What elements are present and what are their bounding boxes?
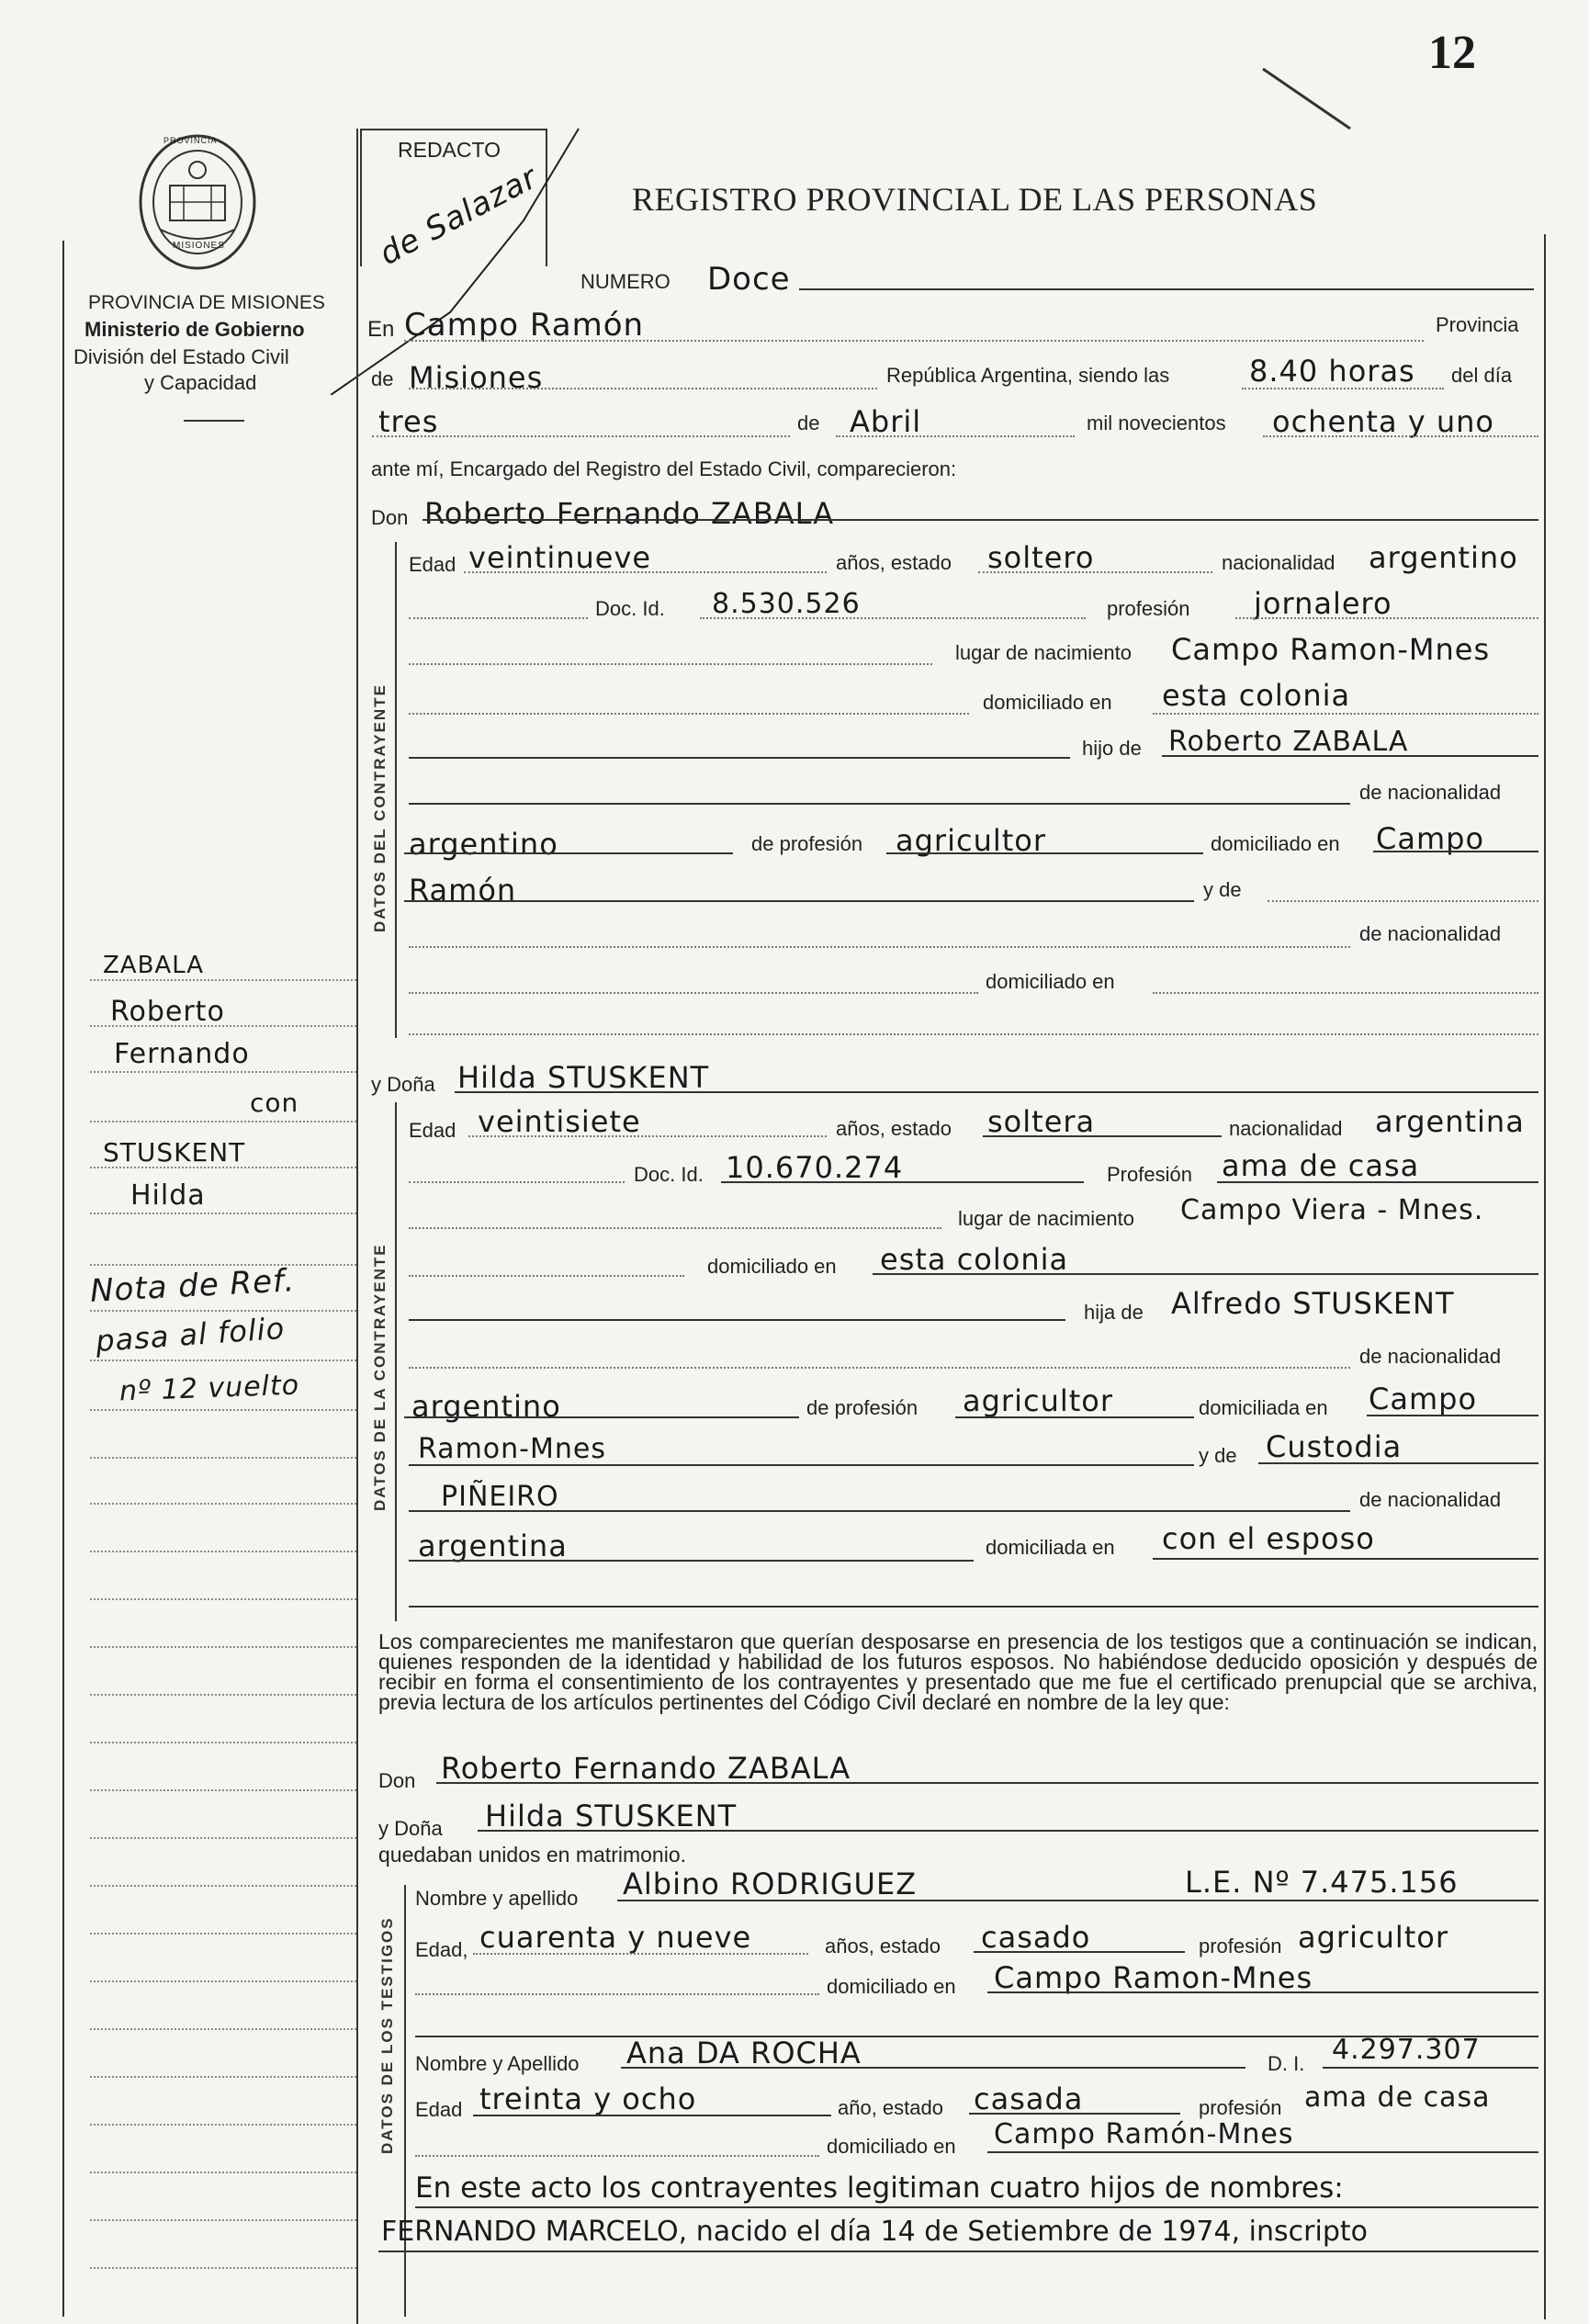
groom-hijo-pre-line bbox=[409, 757, 1070, 759]
bride-doc: 10.670.274 bbox=[726, 1150, 904, 1185]
bride-doc-pre-line bbox=[409, 1181, 625, 1183]
bride-mother-nat-label: de nacionalidad bbox=[1359, 1488, 1502, 1511]
bride-age-line bbox=[468, 1135, 827, 1137]
bride-domiciliado-label: domiciliado en bbox=[707, 1255, 837, 1278]
numero-line bbox=[799, 288, 1534, 290]
bride-birth-pre-line bbox=[409, 1227, 941, 1229]
margin-line-15 bbox=[90, 1646, 356, 1648]
groom-bracket bbox=[395, 542, 397, 1038]
time-value: 8.40 horas bbox=[1249, 354, 1415, 389]
margin-line-17 bbox=[90, 1742, 356, 1743]
ante-text: ante mí, Encargado del Registro del Estado Civil, comparecieron: bbox=[371, 457, 957, 480]
bride-nationality: argentina bbox=[1375, 1104, 1525, 1139]
groom-lugar-label: lugar de nacimiento bbox=[955, 641, 1133, 664]
month-line bbox=[836, 435, 1075, 437]
margin-surname-2: STUSKENT bbox=[103, 1137, 246, 1168]
bride-name: Hilda STUSKENT bbox=[457, 1060, 710, 1095]
day-value: tres bbox=[378, 404, 439, 439]
bride-estado: soltera bbox=[987, 1104, 1096, 1139]
year-line bbox=[1263, 435, 1538, 437]
w2-age: treinta y ocho bbox=[479, 2081, 697, 2116]
margin-name-2: Hilda bbox=[130, 1179, 206, 1212]
declaration-paragraph: Los comparecientes me manifestaron que querían desposarse en presencia de los testigos que a continuación se indican, quienes responden de la identidad y habilidad de los futuros esposos. No habiéndose deducido oposición y después de recibir en forma el consentimiento de los contrayentes y presentado que me fue el certificado prenupcial que se archiva, previa lectura de los artículos pertinentes del Código Civil declaré en nombre de la ley que: bbox=[378, 1630, 1538, 1714]
bride-mdom-line bbox=[1153, 1558, 1538, 1560]
margin-note-1: Nota de Ref. bbox=[89, 1262, 297, 1310]
w1-estado-line bbox=[974, 1951, 1185, 1953]
province-value: Misiones bbox=[409, 360, 544, 395]
groom-mother-dom-label: domiciliado en bbox=[986, 970, 1115, 993]
groom-domiciliado-label: domiciliado en bbox=[983, 691, 1112, 714]
groom-extra-line bbox=[409, 1033, 1538, 1035]
margin-line-5 bbox=[90, 1167, 356, 1168]
witness-note-1-line bbox=[415, 2206, 1538, 2208]
bride-fnat-line bbox=[404, 1416, 799, 1418]
groom-prof-label: profesión bbox=[1107, 597, 1190, 620]
seal-text-top: PROVINCIA bbox=[163, 136, 218, 145]
w2-estado-line bbox=[969, 2113, 1180, 2115]
groom-fprof-line bbox=[886, 852, 1203, 854]
decl-groom-line bbox=[436, 1782, 1538, 1784]
groom-father-line bbox=[1162, 755, 1538, 757]
w2-name-line bbox=[621, 2067, 1245, 2069]
groom-fnat-line bbox=[404, 852, 733, 854]
w2-dom-pre-line bbox=[415, 2155, 819, 2157]
bride-mnat-line bbox=[409, 1560, 974, 1562]
bride-father-nationality: argentino bbox=[411, 1389, 561, 1424]
w2-doc-label: D. I. bbox=[1268, 2052, 1305, 2075]
bride-name-line bbox=[455, 1091, 1538, 1093]
groom-father-prof-label: de profesión bbox=[751, 832, 863, 855]
main-left-line bbox=[356, 129, 358, 2324]
margin-line-19 bbox=[90, 1837, 356, 1839]
groom-profession: jornalero bbox=[1254, 586, 1392, 621]
margin-line-23 bbox=[90, 2028, 356, 2030]
bride-bracket bbox=[395, 1102, 397, 1621]
w1-dom-line bbox=[987, 1991, 1538, 1993]
bride-hija-label: hija de bbox=[1084, 1301, 1144, 1324]
margin-line-4 bbox=[90, 1121, 356, 1123]
groom-domicile: esta colonia bbox=[1162, 678, 1351, 713]
bride-father-dom-label: domiciliada en bbox=[1199, 1396, 1328, 1419]
margin-note-3: nº 12 vuelto bbox=[118, 1369, 300, 1408]
groom-section-label: DATOS DEL CONTRAYENTE bbox=[371, 683, 389, 932]
bride-father-prof-label: de profesión bbox=[806, 1396, 918, 1419]
bride-profession: ama de casa bbox=[1222, 1148, 1420, 1183]
margin-line-12 bbox=[90, 1503, 356, 1505]
year-value: ochenta y uno bbox=[1272, 404, 1494, 439]
groom-fnat-pre-line bbox=[409, 803, 1350, 805]
left-heading-1: PROVINCIA DE MISIONES bbox=[88, 292, 325, 313]
groom-anos-label: años, estado bbox=[836, 551, 952, 574]
bride-prof-line bbox=[1217, 1181, 1538, 1183]
page-number: 12 bbox=[1428, 27, 1476, 79]
groom-prof-line bbox=[1235, 617, 1538, 619]
groom-fdom-line bbox=[1373, 851, 1538, 852]
bride-fnat-pre-line bbox=[409, 1367, 1350, 1369]
decl-closing: quedaban unidos en matrimonio. bbox=[378, 1843, 687, 1867]
bride-father: Alfredo STUSKENT bbox=[1171, 1286, 1455, 1321]
corner-mark bbox=[1258, 64, 1359, 138]
bride-father-domicile-2: Ramon-Mnes bbox=[418, 1433, 606, 1465]
margin-line-9 bbox=[90, 1359, 356, 1361]
groom-y-de-label: y de bbox=[1203, 878, 1242, 901]
margin-line-1 bbox=[90, 979, 356, 981]
witness-note-2: FERNANDO MARCELO, nacido el día 14 de Setiembre de 1974, inscripto bbox=[381, 2216, 1368, 2248]
groom-nationality: argentino bbox=[1369, 540, 1518, 575]
del-dia-label: del día bbox=[1451, 364, 1513, 387]
w1-domicile: Campo Ramon-Mnes bbox=[994, 1960, 1313, 1995]
mil-text: mil novecientos bbox=[1087, 412, 1226, 434]
w2-dom-label: domiciliado en bbox=[827, 2135, 956, 2158]
redacto-signature: de Salazar bbox=[373, 159, 545, 273]
bride-mother-nationality: argentina bbox=[418, 1529, 568, 1563]
bride-extra-line bbox=[409, 1606, 1538, 1608]
w2-name: Ana DA ROCHA bbox=[626, 2036, 862, 2070]
bride-domicile: esta colonia bbox=[880, 1242, 1069, 1277]
margin-line-26 bbox=[90, 2172, 356, 2173]
page-title: REGISTRO PROVINCIAL DE LAS PERSONAS bbox=[632, 181, 1318, 218]
decl-groom: Roberto Fernando ZABALA bbox=[441, 1751, 851, 1786]
left-divider bbox=[184, 420, 244, 422]
month-value: Abril bbox=[850, 404, 922, 439]
groom-birthplace: Campo Ramon-Mnes bbox=[1171, 632, 1491, 667]
w1-age: cuarenta y nueve bbox=[479, 1920, 752, 1955]
redacto-label: REDACTO bbox=[398, 138, 501, 162]
bride-prof-label: Profesión bbox=[1107, 1163, 1192, 1186]
bride-lugar-label: lugar de nacimiento bbox=[958, 1207, 1135, 1230]
decl-bride: Hilda STUSKENT bbox=[485, 1799, 738, 1833]
decl-don-label: Don bbox=[378, 1769, 416, 1792]
margin-line-7 bbox=[90, 1264, 356, 1266]
republica-text: República Argentina, siendo las bbox=[886, 364, 1170, 387]
day-line bbox=[372, 435, 790, 437]
groom-father-dom-label: domiciliado en bbox=[1211, 832, 1340, 855]
w2-estado: casada bbox=[974, 2081, 1084, 2116]
place-value: Campo Ramón bbox=[404, 307, 645, 344]
bride-father-nat-label: de nacionalidad bbox=[1359, 1345, 1502, 1368]
w1-prof-label: profesión bbox=[1199, 1935, 1282, 1957]
en-label: En bbox=[367, 317, 395, 342]
witness-note-2-line bbox=[378, 2251, 1538, 2252]
w2-dom-line bbox=[987, 2151, 1538, 2153]
w1-anos-label: años, estado bbox=[825, 1935, 941, 1957]
left-heading-3: División del Estado Civil bbox=[73, 345, 289, 368]
seal-text-bottom: MISIONES bbox=[173, 241, 225, 251]
bride-mother-domicile: con el esposo bbox=[1162, 1521, 1375, 1556]
decl-dona-label: y Doña bbox=[378, 1817, 443, 1840]
bride-dona-label: y Doña bbox=[371, 1073, 435, 1096]
w2-age-line bbox=[473, 2115, 831, 2116]
provincia-label: Provincia bbox=[1436, 313, 1519, 336]
bride-anos-label: años, estado bbox=[836, 1117, 952, 1140]
witness-note-1: En este acto los contrayentes legitiman cuatro hijos de nombres: bbox=[415, 2172, 1344, 2205]
w2-prof-label: profesión bbox=[1199, 2096, 1282, 2119]
margin-name-1b: Fernando bbox=[114, 1038, 250, 1070]
groom-doc-line bbox=[700, 617, 1086, 619]
margin-line-21 bbox=[90, 1933, 356, 1935]
bride-mother-line bbox=[1258, 1462, 1538, 1464]
bride-nac-label: nacionalidad bbox=[1229, 1117, 1343, 1140]
w1-name: Albino RODRIGUEZ bbox=[623, 1867, 918, 1901]
left-margin-line bbox=[62, 241, 64, 2317]
signature-stroke bbox=[303, 119, 597, 395]
right-frame-line bbox=[1544, 234, 1546, 2319]
bride-fprof-line bbox=[955, 1416, 1194, 1418]
w2-profession: ama de casa bbox=[1304, 2081, 1491, 2114]
bride-mnat-pre-line bbox=[409, 1510, 1350, 1512]
groom-mdom-line bbox=[1153, 992, 1538, 994]
bride-age: veintisiete bbox=[478, 1104, 641, 1139]
w1-estado: casado bbox=[981, 1920, 1091, 1955]
groom-doc-pre-line bbox=[409, 617, 588, 619]
w2-nombre-label: Nombre y Apellido bbox=[415, 2052, 580, 2075]
groom-father: Roberto ZABALA bbox=[1168, 726, 1409, 758]
groom-nac-label: nacionalidad bbox=[1222, 551, 1335, 574]
groom-doc: 8.530.526 bbox=[712, 588, 861, 620]
w1-profession: agricultor bbox=[1298, 1920, 1449, 1955]
w2-anos-label: año, estado bbox=[838, 2096, 943, 2119]
groom-name-line bbox=[423, 519, 1538, 521]
margin-line-6 bbox=[90, 1213, 356, 1214]
groom-domicile-pre-line bbox=[409, 713, 969, 715]
bride-mother-dom-label: domiciliada en bbox=[986, 1536, 1115, 1559]
margin-line-28 bbox=[90, 2267, 356, 2269]
bride-doc-line bbox=[721, 1181, 1084, 1183]
bride-y-de-label: y de bbox=[1199, 1444, 1237, 1467]
groom-domicile-line bbox=[1153, 713, 1538, 715]
groom-fdom2-line bbox=[404, 900, 1194, 902]
bride-birthplace: Campo Viera - Mnes. bbox=[1180, 1194, 1484, 1226]
w1-name-line bbox=[617, 1900, 1538, 1901]
margin-note-2: pasa al folio bbox=[94, 1310, 287, 1359]
groom-estado: soltero bbox=[987, 540, 1095, 575]
groom-father-nat-label: de nacionalidad bbox=[1359, 781, 1502, 804]
margin-line-10 bbox=[90, 1409, 356, 1411]
w2-doc-line bbox=[1323, 2067, 1538, 2069]
bride-fdom-line bbox=[1367, 1415, 1538, 1416]
groom-don-label: Don bbox=[371, 506, 409, 529]
w1-doc: L.E. Nº 7.475.156 bbox=[1185, 1865, 1459, 1900]
margin-line-27 bbox=[90, 2219, 356, 2221]
place-line bbox=[404, 340, 1424, 342]
bride-father-domicile-1: Campo bbox=[1369, 1382, 1478, 1416]
groom-doc-label: Doc. Id. bbox=[595, 597, 665, 620]
w2-edad-label: Edad bbox=[415, 2098, 463, 2121]
groom-father-domicile-2: Ramón bbox=[409, 873, 517, 908]
groom-father-domicile-1: Campo bbox=[1376, 821, 1485, 856]
margin-con: con bbox=[250, 1088, 299, 1118]
bride-edad-label: Edad bbox=[409, 1119, 456, 1142]
witness-section-label: DATOS DE LOS TESTIGOS bbox=[378, 1916, 396, 2154]
bride-estado-line bbox=[983, 1135, 1222, 1137]
w1-edad-label: Edad, bbox=[415, 1938, 468, 1961]
groom-name: Roberto Fernando ZABALA bbox=[424, 496, 835, 531]
groom-birth-pre-line bbox=[409, 663, 932, 665]
groom-mnat-pre-line bbox=[409, 946, 1350, 948]
month-de-label: de bbox=[797, 412, 820, 434]
w1-age-line bbox=[473, 1953, 808, 1955]
groom-edad-label: Edad bbox=[409, 553, 456, 576]
w2-doc: 4.297.307 bbox=[1332, 2034, 1481, 2066]
groom-mother-nat-label: de nacionalidad bbox=[1359, 922, 1502, 945]
numero-value: Doce bbox=[707, 261, 791, 298]
province-seal-icon bbox=[133, 129, 262, 276]
margin-line-24 bbox=[90, 2076, 356, 2078]
w1-dom-label: domiciliado en bbox=[827, 1975, 956, 1998]
numero-label: NUMERO bbox=[580, 270, 671, 293]
groom-hijo-label: hijo de bbox=[1082, 737, 1142, 760]
time-line bbox=[1242, 388, 1444, 389]
w1-dom-pre-line bbox=[415, 1993, 819, 1995]
margin-line-2 bbox=[90, 1025, 356, 1027]
left-heading-4: y Capacidad bbox=[144, 371, 257, 394]
bride-father-profession: agricultor bbox=[963, 1383, 1114, 1418]
margin-line-16 bbox=[90, 1694, 356, 1696]
bride-mother-1: Custodia bbox=[1266, 1429, 1403, 1464]
groom-father-profession: agricultor bbox=[896, 823, 1047, 858]
bride-mother-2: PIÑEIRO bbox=[441, 1481, 559, 1513]
margin-line-25 bbox=[90, 2124, 356, 2126]
w1-nombre-label: Nombre y apellido bbox=[415, 1887, 579, 1910]
margin-line-20 bbox=[90, 1885, 356, 1887]
margin-line-8 bbox=[90, 1310, 356, 1312]
groom-mother-line bbox=[1268, 900, 1538, 902]
margin-line-13 bbox=[90, 1551, 356, 1552]
margin-line-3 bbox=[90, 1071, 356, 1073]
groom-father-nationality: argentino bbox=[409, 827, 558, 862]
w2-domicile: Campo Ramón-Mnes bbox=[994, 2118, 1294, 2150]
left-heading-2: Ministerio de Gobierno bbox=[85, 318, 305, 341]
groom-age-line bbox=[464, 571, 827, 573]
bride-fdom2-line bbox=[409, 1464, 1194, 1466]
bride-doc-label: Doc. Id. bbox=[634, 1163, 704, 1186]
margin-line-14 bbox=[90, 1598, 356, 1600]
bride-section-label: DATOS DE LA CONTRAYENTE bbox=[371, 1243, 389, 1511]
margin-surname-1: ZABALA bbox=[103, 952, 205, 979]
bride-domicile-pre-line bbox=[409, 1275, 684, 1277]
decl-bride-line bbox=[478, 1830, 1538, 1832]
margin-line-11 bbox=[90, 1457, 356, 1459]
groom-estado-line bbox=[978, 571, 1212, 573]
groom-mnat-line bbox=[409, 992, 978, 994]
bride-hija-pre-line bbox=[409, 1319, 1065, 1321]
margin-line-18 bbox=[90, 1789, 356, 1791]
bride-domicile-line bbox=[873, 1273, 1538, 1275]
de-label: de bbox=[371, 367, 394, 390]
margin-name-1a: Roberto bbox=[110, 996, 225, 1028]
groom-age: veintinueve bbox=[468, 540, 652, 575]
margin-line-22 bbox=[90, 1980, 356, 1982]
province-line bbox=[409, 388, 877, 389]
